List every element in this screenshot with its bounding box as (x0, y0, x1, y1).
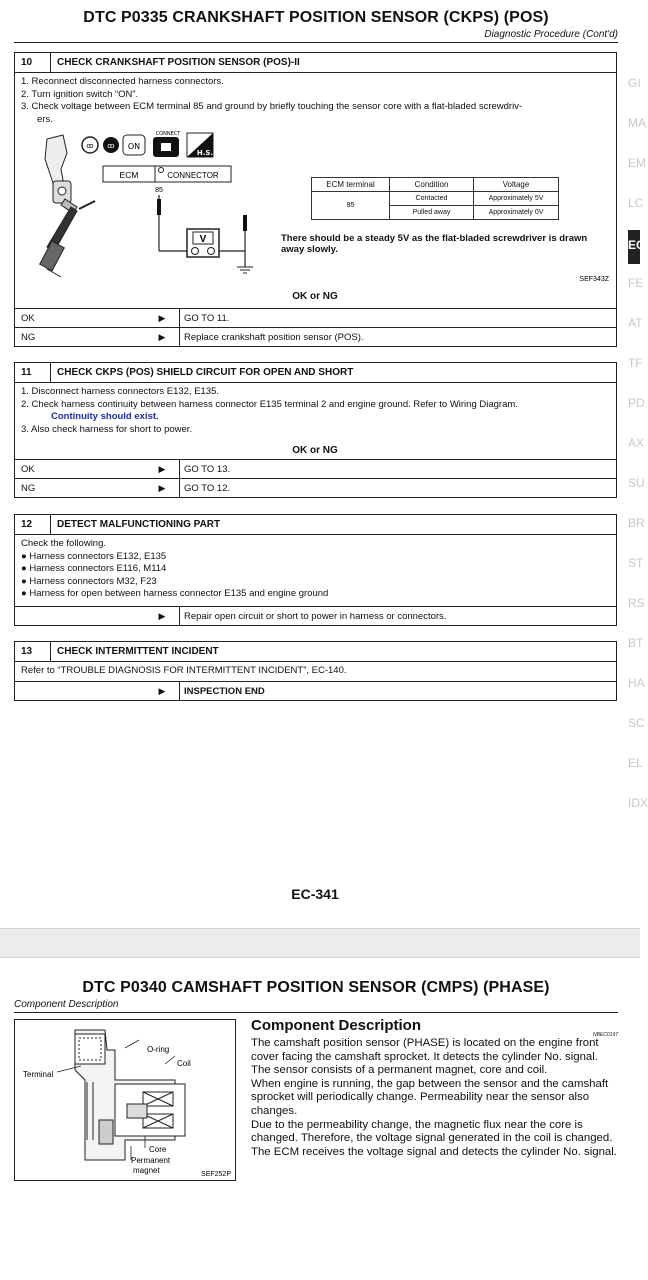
reference-code: NBEC0197 (592, 1032, 618, 1038)
step-11-title: CHECK CKPS (POS) SHIELD CIRCUIT FOR OPEN AND SHORT (57, 367, 354, 378)
list-item (15, 588, 616, 601)
ng-action: GO TO 12. (179, 479, 616, 497)
step-11-header (15, 363, 616, 383)
bullet-icon: ● (21, 575, 27, 587)
arrow-right-icon: ▶ (158, 463, 166, 474)
step-12-intro: Check the following. (21, 538, 107, 549)
tab-rs[interactable]: RS (628, 596, 645, 610)
tab-ec-active[interactable]: EC (628, 230, 640, 264)
tab-st[interactable]: ST (628, 556, 644, 570)
spec-cell-condition: Pulled away (390, 206, 474, 220)
svg-text:SEF252P: SEF252P (201, 1171, 231, 1178)
page-title: DTC P0340 CAMSHAFT POSITION SENSOR (CMPS) (PHASE) (82, 979, 550, 996)
step-10-results (15, 308, 616, 346)
step-11-box (14, 362, 617, 498)
tab-bt[interactable]: BT (628, 636, 644, 650)
ok-action: GO TO 11. (179, 309, 616, 327)
step-12-title: DETECT MALFUNCTIONING PART (57, 519, 221, 530)
step-13-results (15, 681, 616, 700)
tab-sc[interactable]: SC (628, 716, 645, 730)
bullet-text: Harness connectors E132, E135 (29, 550, 167, 562)
component-description-text (251, 1037, 618, 1159)
svg-text:H.S.: H.S. (196, 149, 214, 157)
step-12-header (15, 515, 616, 535)
arrow-right-icon: ▶ (158, 482, 166, 493)
tab-su[interactable]: SU (628, 476, 645, 490)
step-12-number: 12 (15, 515, 51, 534)
tab-tf[interactable]: TF (628, 356, 643, 370)
step-10-line-1: 1. Reconnect disconnected harness connectors. (21, 76, 224, 87)
paragraph: When engine is running, the gap between the sensor and the camshaft sprocket will periodically change. Permeability near the sensor also changes. (251, 1077, 609, 1117)
paragraph: The ECM receives the voltage signal and detects the cylinder No. signal. (251, 1145, 617, 1158)
step-10-line-2: 2. Turn ignition switch “ON”. (21, 88, 139, 100)
step-13-header (15, 642, 616, 662)
step-10-box (14, 52, 617, 347)
section-subtitle: Component Description (14, 999, 119, 1010)
spec-cell-terminal: 85 (312, 192, 390, 220)
step-10-number: 10 (15, 53, 51, 72)
ok-label: OK (21, 463, 35, 475)
svg-text:O-ring: O-ring (147, 1045, 170, 1054)
spec-cell-condition: Contacted (390, 192, 474, 206)
spec-header-condition: Condition (390, 178, 474, 192)
step-11-instructions (15, 383, 616, 436)
step-11-results (15, 459, 616, 497)
step-13-number: 13 (15, 642, 51, 661)
bullet-text: Harness connectors E116, M114 (29, 563, 167, 574)
voltage-spec-table (311, 177, 559, 220)
svg-text:Core: Core (149, 1145, 167, 1154)
tab-fe[interactable]: FE (628, 276, 644, 290)
tab-ax[interactable]: AX (628, 436, 645, 450)
tab-lc[interactable]: LC (628, 196, 644, 210)
cmps-figure (14, 1019, 236, 1181)
ok-label: OK (21, 312, 35, 324)
list-item (15, 551, 616, 564)
title-rule (14, 42, 618, 43)
ok-action: GO TO 13. (179, 460, 616, 478)
svg-text:CONNECTOR: CONNECTOR (167, 171, 219, 180)
step-11-line-2: 2. Check harness continuity between harness connector E135 terminal 2 and engine ground. Refer to Wiring Diagram. (21, 398, 518, 410)
arrow-right-icon: ▶ (158, 685, 166, 696)
step-10-line-4: ers. (37, 113, 53, 125)
svg-text:V: V (199, 234, 207, 245)
component-description-heading: Component Description (251, 1017, 422, 1034)
bullet-icon: ● (21, 563, 27, 574)
step-10-figure (15, 129, 615, 289)
svg-text:ꝏ: ꝏ (86, 142, 94, 150)
step-11-line-1: 1. Disconnect harness connectors E132, E135. (21, 386, 220, 397)
title-rule (14, 1012, 618, 1013)
tab-idx[interactable]: IDX (628, 796, 648, 810)
tab-gi[interactable]: GI (628, 76, 641, 90)
svg-text:ON: ON (127, 142, 141, 151)
tab-pd[interactable]: PD (628, 396, 645, 410)
spec-table-header (312, 178, 559, 192)
list-item (15, 576, 616, 589)
svg-text:85: 85 (155, 187, 163, 194)
step-12-checklist (15, 535, 616, 601)
paragraph: Due to the permeability change, the magnetic flux near the core is changed. Therefore, the voltage signal generated in the coil is changed. (251, 1118, 613, 1145)
step-11-requirement: Continuity should exist. (51, 411, 159, 422)
spec-note: There should be a steady 5V as the flat-bladed screwdriver is drawn away slowly. (281, 233, 588, 255)
step-11-result-label: OK or NG (292, 445, 338, 456)
bullet-icon: ● (21, 550, 27, 562)
step-10-title: CHECK CRANKSHAFT POSITION SENSOR (POS)-II (57, 57, 300, 68)
svg-text:magnet: magnet (133, 1166, 160, 1175)
tab-ma[interactable]: MA (628, 116, 646, 130)
bullet-icon: ● (21, 588, 27, 599)
svg-text:Coil: Coil (177, 1059, 191, 1068)
ng-action: Replace crankshaft position sensor (POS). (179, 328, 616, 346)
bullet-text: Harness for open between harness connector E135 and engine ground (29, 588, 329, 599)
step-13-text: Refer to “TROUBLE DIAGNOSIS FOR INTERMITTENT INCIDENT”, EC-140. (21, 665, 347, 676)
arrow-right-icon: ▶ (158, 312, 166, 323)
tab-ha[interactable]: HA (628, 676, 645, 690)
paragraph: The camshaft position sensor (PHASE) is located on the engine front cover facing the camshaft sprocket. It detects the cylinder No. signal. (251, 1037, 599, 1063)
step-11-ng-row (15, 478, 616, 497)
ng-label: NG (21, 482, 36, 494)
spec-cell-voltage: Approximately 5V (474, 192, 559, 206)
step-10-instructions (15, 73, 616, 126)
arrow-right-icon: ▶ (158, 610, 166, 621)
svg-text:SEF343Z: SEF343Z (579, 276, 609, 283)
step-10-line-3: 3. Check voltage between ECM terminal 85 and ground by briefly touching the sensor core with a flat-bladed screwdriv- (21, 101, 523, 112)
svg-text:ECM: ECM (119, 170, 139, 180)
repair-action: Repair open circuit or short to power in harness or connectors. (179, 607, 616, 625)
page-separator (0, 928, 640, 958)
list-item (15, 563, 616, 576)
tab-at[interactable]: AT (628, 316, 643, 330)
step-12-results (15, 606, 616, 625)
step-10-result-label: OK or NG (292, 291, 338, 302)
step-13-box (14, 641, 617, 701)
spec-header-ecm-terminal: ECM terminal (312, 178, 390, 192)
camshaft-sensor-diagram (15, 1020, 235, 1180)
page-number: EC-341 (291, 886, 339, 902)
step-10-ok-row (15, 308, 616, 327)
page-title: DTC P0335 CRANKSHAFT POSITION SENSOR (CKPS) (POS) (83, 9, 549, 26)
svg-text:Permanent: Permanent (131, 1156, 171, 1165)
arrow-right-icon: ▶ (158, 331, 166, 342)
step-13-action-row (15, 681, 616, 700)
step-11-number: 11 (15, 363, 51, 382)
inspection-end: INSPECTION END (179, 682, 616, 700)
svg-text:Terminal: Terminal (23, 1070, 54, 1079)
step-12-box (14, 514, 617, 626)
step-10-ng-row (15, 327, 616, 346)
step-10-header (15, 53, 616, 73)
tab-br[interactable]: BR (628, 516, 645, 530)
paragraph: The sensor consists of a permanent magnet, core and coil. (251, 1064, 548, 1077)
page-subtitle: Diagnostic Procedure (Cont'd) (484, 29, 618, 40)
spec-header-voltage: Voltage (474, 178, 559, 192)
tab-em[interactable]: EM (628, 156, 646, 170)
spec-cell-voltage: Approximately 0V (474, 206, 559, 220)
tab-el[interactable]: EL (628, 756, 643, 770)
svg-text:CONNECT: CONNECT (155, 131, 181, 137)
spec-table-row (312, 192, 559, 206)
step-13-title: CHECK INTERMITTENT INCIDENT (57, 646, 219, 657)
bullet-text: Harness connectors M32, F23 (29, 575, 157, 587)
step-11-line-3: 3. Also check harness for short to power. (21, 423, 193, 435)
step-12-action-row (15, 606, 616, 625)
step-11-ok-row (15, 459, 616, 478)
ng-label: NG (21, 331, 36, 343)
svg-text:ꝏ: ꝏ (107, 142, 115, 150)
